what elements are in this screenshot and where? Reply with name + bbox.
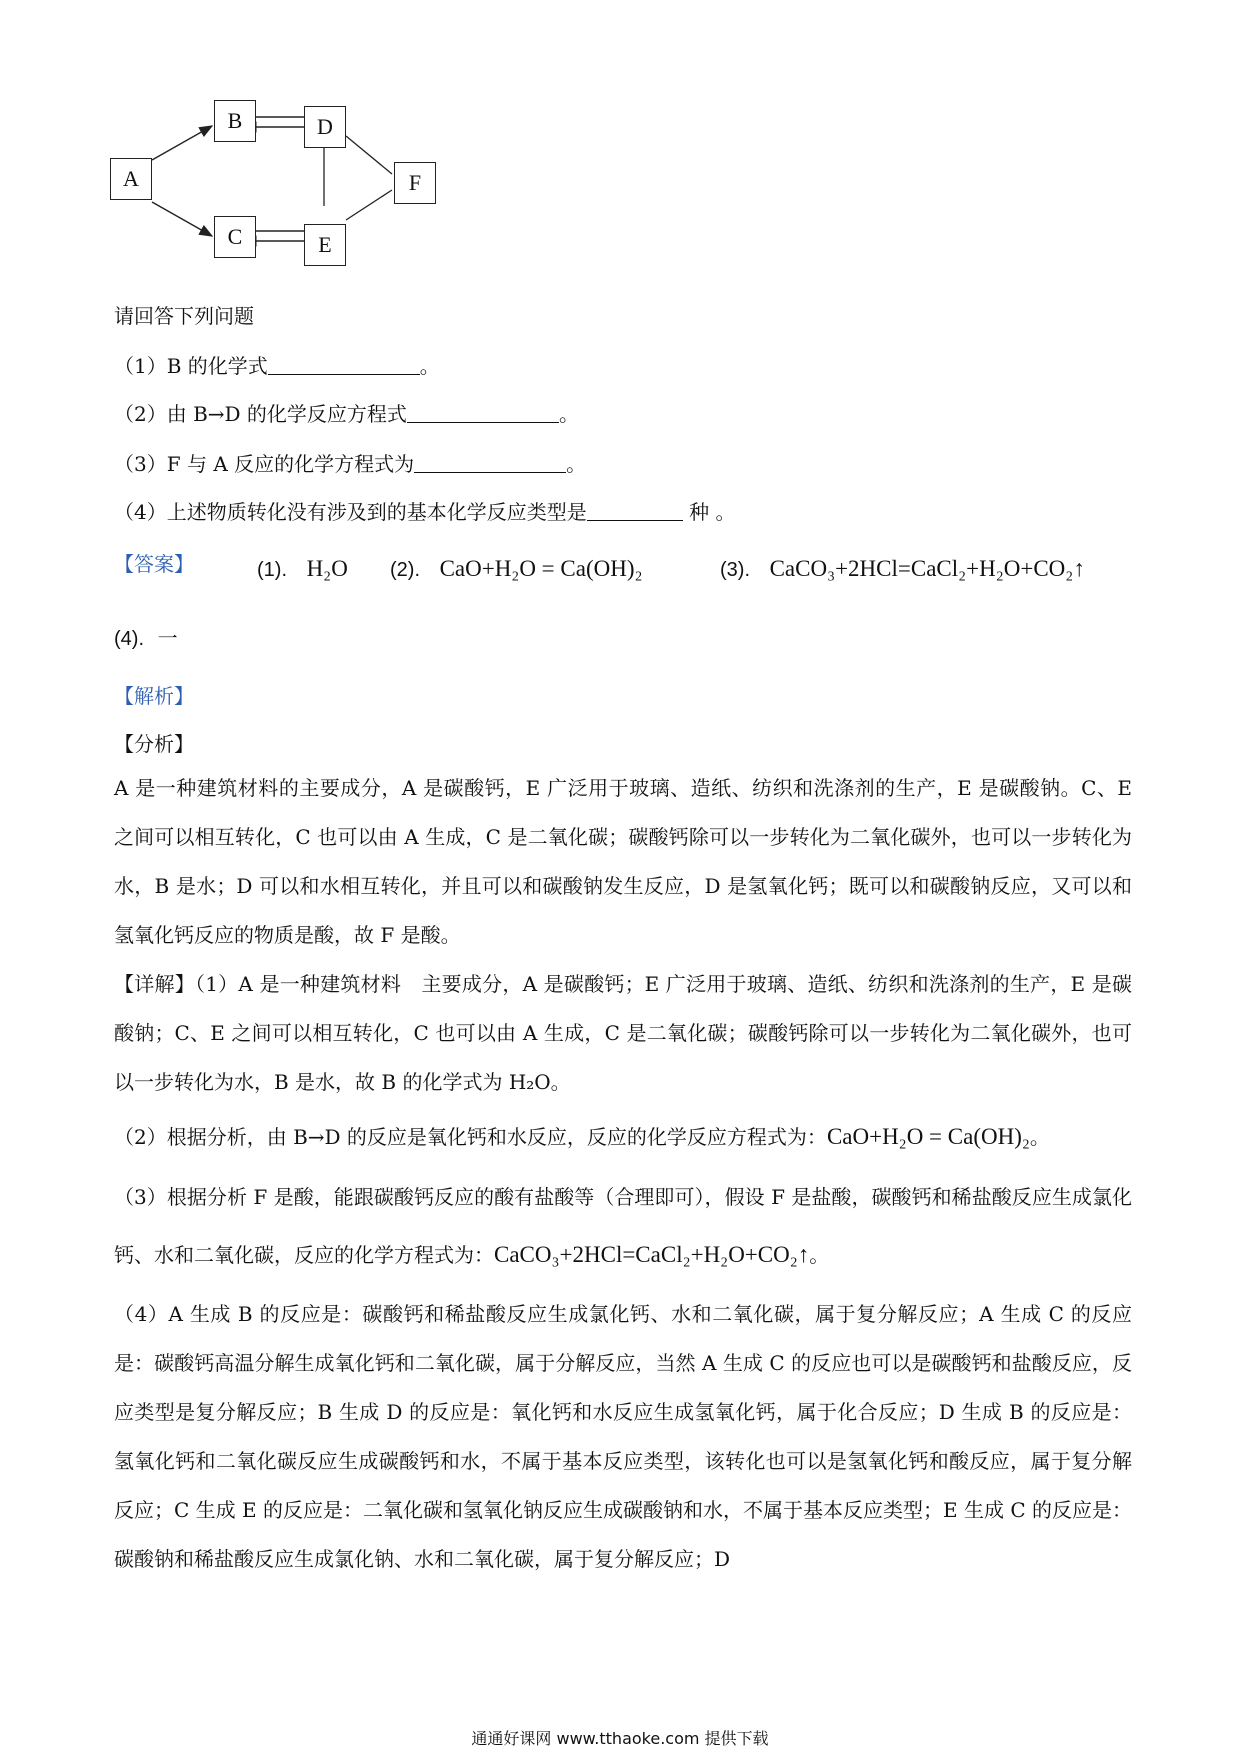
- detail-paragraph-1: [114, 960, 1132, 1107]
- detail-1-text: （1）A 是一种建筑材料 主要成分，A 是碳酸钙；E 广泛用于玻璃、造纸、纺织和洗涤剂的生产，E 是碳酸钠；C、E 之间可以相互转化，C 也可以由 A 生成，C 是二氧化碳；碳酸钙除可以一步转化为二氧化碳外，也可以一步转化为水，B 是水，故 B 的化学式为 H₂O。: [114, 972, 1132, 1094]
- fenxi-tag: 【分析】: [114, 732, 194, 756]
- answer-item-4-text: 一: [157, 628, 178, 650]
- question-3-text: （3）F 与 A 反应的化学方程式为: [114, 452, 415, 476]
- line-e-f: [346, 190, 392, 220]
- node-e: E: [304, 224, 346, 266]
- question-1-text: （1）B 的化学式: [114, 354, 268, 378]
- answer-item-2-num: (2).: [390, 559, 420, 581]
- question-3-suffix: 。: [566, 452, 587, 476]
- answer-tag: 【答案】: [114, 552, 194, 576]
- detail-3-text: （3）根据分析 F 是酸，能跟碳酸钙反应的酸有盐酸等（合理即可），假设 F 是盐酸，碳酸钙和稀盐酸反应生成氯化钙、水和二氧化碳，反应的化学方程式为：: [114, 1185, 1132, 1267]
- answer-blank-3: [414, 452, 566, 473]
- detail-2-text: （2）根据分析，由 B→D 的反应是氧化钙和水反应，反应的化学反应方程式为：: [114, 1125, 827, 1149]
- answer-item-4-num: (4).: [114, 628, 144, 650]
- answer-item-1: [257, 556, 348, 582]
- answer-item-1-text: H₂O: [306, 556, 348, 581]
- answer-item-3-num: (3).: [720, 559, 750, 581]
- answer-item-1-num: (1).: [257, 559, 287, 581]
- node-b: B: [214, 100, 256, 142]
- answer-blank-2: [407, 402, 559, 423]
- detail-3-formula: CaCO₃+2HCl=CaCl₂+H₂O+CO₂↑: [494, 1242, 810, 1267]
- detail-paragraph-2: [114, 1112, 1132, 1162]
- question-intro: 请回答下列问题: [114, 304, 254, 328]
- detail-tag: 【详解】: [114, 972, 195, 996]
- node-d: D: [304, 106, 346, 148]
- question-4: [114, 498, 735, 526]
- question-2-text: （2）由 B→D 的化学反应方程式: [114, 402, 407, 426]
- answer-item-3: [720, 556, 1085, 582]
- question-4-text: （4）上述物质转化没有涉及到的基本化学反应类型是: [114, 500, 587, 524]
- node-f: F: [394, 162, 436, 204]
- answer-item-2: [390, 556, 643, 582]
- detail-paragraph-3: [114, 1168, 1132, 1284]
- answer-blank-4: [587, 500, 683, 521]
- arrow-a-to-c: [152, 202, 212, 236]
- question-2: [114, 400, 579, 428]
- node-a: A: [110, 158, 152, 200]
- question-3: [114, 450, 586, 478]
- answer-item-4: [114, 622, 178, 651]
- answer-blank-1: [268, 354, 420, 375]
- jiexi-tag: 【解析】: [114, 684, 194, 708]
- question-1-suffix: 。: [419, 354, 440, 378]
- detail-2-suffix: 。: [1029, 1125, 1050, 1149]
- footer-text: 通通好课网 www.tthaoke.com 提供下载: [471, 1729, 769, 1748]
- answer-item-3-text: CaCO₃+2HCl=CaCl₂+H₂O+CO₂↑: [769, 556, 1085, 581]
- detail-3-suffix: 。: [809, 1243, 830, 1267]
- question-2-suffix: 。: [558, 402, 579, 426]
- question-1: [114, 352, 440, 380]
- question-4-suffix: 种 。: [682, 500, 736, 524]
- answer-item-2-text: CaO+H₂O = Ca(OH)₂: [439, 556, 643, 581]
- line-d-f: [346, 136, 392, 174]
- reaction-diagram: [110, 100, 500, 290]
- detail-2-formula: CaO+H₂O = Ca(OH)₂: [826, 1124, 1030, 1149]
- answer-row: [114, 548, 194, 588]
- detail-paragraph-4: [114, 1290, 1132, 1584]
- detail-4-text: （4）A 生成 B 的反应是：碳酸钙和稀盐酸反应生成氯化钙、水和二氧化碳，属于复分解反应；A 生成 C 的反应是：碳酸钙高温分解生成氧化钙和二氧化碳，属于分解反应，当然 A 生成 C 的反应也可以是碳酸钙和盐酸反应，反应类型是复分解反应；B 生成 D 的反应是：氧化钙和水反应生成氢氧化钙，属于化合反应；D 生成 B 的反应是：氢氧化钙和二氧化碳反应生成碳酸钙和水，不属于基本反应类型，该转化也可以是氢氧化钙和酸反应，属于复分解反应；C 生成 E 的反应是：二氧化碳和氢氧化钠反应生成碳酸钠和水，不属于基本反应类型；E 生成 C 的反应是：碳酸钠和稀盐酸反应生成氯化钠、水和二氧化碳，属于复分解反应；D: [114, 1302, 1132, 1571]
- arrow-a-to-b: [152, 126, 212, 160]
- node-c: C: [214, 216, 256, 258]
- fenxi-text: A 是一种建筑材料的主要成分，A 是碳酸钙，E 广泛用于玻璃、造纸、纺织和洗涤剂的生产，E 是碳酸钠。C、E 之间可以相互转化，C 也可以由 A 生成，C 是二氧化碳；碳酸钙除可以一步转化为二氧化碳外，也可以一步转化为水，B 是水；D 可以和水相互转化，并且可以和碳酸钠发生反应，D 是氢氧化钙；既可以和碳酸钠反应，又可以和氢氧化钙反应的物质是酸，故 F 是酸。: [114, 776, 1132, 947]
- fenxi-paragraph: [114, 764, 1132, 960]
